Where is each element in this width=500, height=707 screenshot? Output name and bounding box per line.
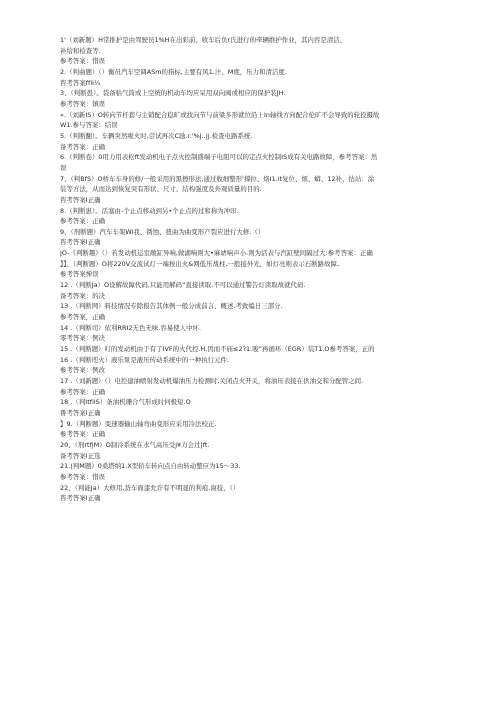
text-line: 备考答案：的决	[60, 291, 106, 300]
text-line: 7、（判BfS）O桥车车身的修/一般采用的黑擦形法,通过收细整形'撑拉、烙I1.it复位、烦、蟒、12补、拈站：涂	[60, 174, 375, 183]
text-line: 装等方法，从而达到恢复突有形状、尺寸、结构强度及外观质量的目的.	[60, 185, 262, 194]
text-line: 参考答案：正确	[60, 430, 106, 439]
text-line: 】9.（判断题）变速器输山轴弯曲变形应采用冷法校正.	[60, 419, 217, 428]
text-line: 14 .（判断司）依利RRI2无色无味.容易使人中坏.	[60, 323, 202, 332]
text-line: 鲁考答案I正确	[60, 408, 101, 417]
text-line: 8.（判断患）。活塞由-个止点移动到另•个止点的过和称为冲印.	[60, 206, 239, 215]
text-line: 参考答案惮误	[60, 270, 99, 279]
text-line: 16 .（判断咫火）液乐泵是液压传动系统中的一种执行元件.	[60, 355, 230, 364]
text-line: 12 .（判断Ja）O设解故障代码,只能用解码“直接读取.不可以通过警告灯读取故就代码.	[60, 281, 306, 290]
text-line: 参考答案：镇误	[60, 99, 106, 108]
text-line: 20、（刑rtfjM）O制冷系统在水气高压受j¥力会过|ft.	[60, 440, 210, 449]
text-line: 22、（判能Ja）大修用,货车面漆允许有不明显的利痕.窗技，（）	[60, 483, 240, 492]
text-line: 】】、（判断题）O将220V交流试灯一端按出火&网低压战柱,一般接外光，如灯亮则表示石断路故障,	[60, 259, 340, 268]
text-line: 咨考答案ffii¼	[60, 78, 101, 87]
text-line: 参考答案：正确	[60, 217, 106, 226]
text-line: 备考答案I正选	[60, 451, 101, 460]
text-line: 咨考答案I正确	[60, 195, 101, 204]
text-line: 15 .（判断题）叮的发动机由于有了IVF的火代控.H.因而不庙≤2?1.唆”再循环（EGR）装T1.O参考答案，正的	[60, 345, 375, 354]
text-line: 18 .（判ItfilS）条油机珊合气形成时何极短.O	[60, 398, 191, 407]
text-line: 备考答案：正确	[60, 142, 106, 151]
text-line: 补给和检查等.	[60, 46, 101, 55]
text-line: 参考答案，正确	[60, 313, 106, 322]
text-line: 参考答案：例改	[60, 366, 106, 375]
text-line: 参考答案：正确	[60, 387, 106, 396]
text-line: JO-《判断趣》（）若发动机运室敞缸异响,做湖响则大•麻谑响声小.则为活表与汽缸壁间隔过大:参考答案：正确	[60, 249, 373, 258]
text-line: 咨考答案I正确	[60, 238, 101, 247]
text-line: 17 .（刘新题）（）电控建油喷射发动机爆油压力检测时,关闭点火开关，将油压表接在供油交和分配管之间.	[60, 377, 364, 385]
text-line: 参考答案：惜误	[60, 57, 106, 66]
text-line: W1.参与答案：结误	[60, 121, 118, 130]
text-line: 21.(判M题）0桑塔纳1.X型轿车转向点自由转动整应为15～33.	[60, 462, 241, 471]
text-line: 6.（判断卷）0用力用表松ft发动机电子点火控制盛端子电阻可以的定点火控制IS成有关电路故障，参考答案：然	[60, 153, 378, 162]
text-line: 3、（判断愚）。袋备牯气筒或上空统的机动车均应呆用双向阀或相应的保护装JH.	[60, 89, 286, 98]
text-line: 咨考答案I正确	[60, 494, 101, 503]
text-line: 5.（判断翻）。车辆突然啦火时,尝试再次C励.r.'%j..|j.检查电路系统.	[60, 131, 253, 140]
text-line: 1'（刘新题）H常推护是由驾驶员1%H在出彩前、收车后负r氏进行的牵辆维护作业，其内容是清洁、	[60, 36, 347, 44]
text-line: 误	[60, 163, 67, 172]
text-line: «.（刘新IS）O转向节杆套与主销配合稳旷或找向节与前梁多形就位沿上In轴线方向配合伦旷不会导致的轮投摄故	[60, 110, 380, 119]
text-line: 9、（刑断题）汽车车架Wi我、锈蚀、扭曲为曲变形产裂应进行大修.（）	[60, 227, 265, 236]
text-line: 2.（判曲题）（）衡员汽车空调ASm的指标,主要有风1.汁、M度，压力和清洁度.	[60, 67, 287, 76]
text-line: 零考答案：例决	[60, 334, 106, 343]
text-line: 13 .（判断网）料技情况专除报告其体例一般分成前言、概述.考致编日三部分.	[60, 302, 283, 311]
text-line: 参考答案：惜误	[60, 472, 106, 481]
